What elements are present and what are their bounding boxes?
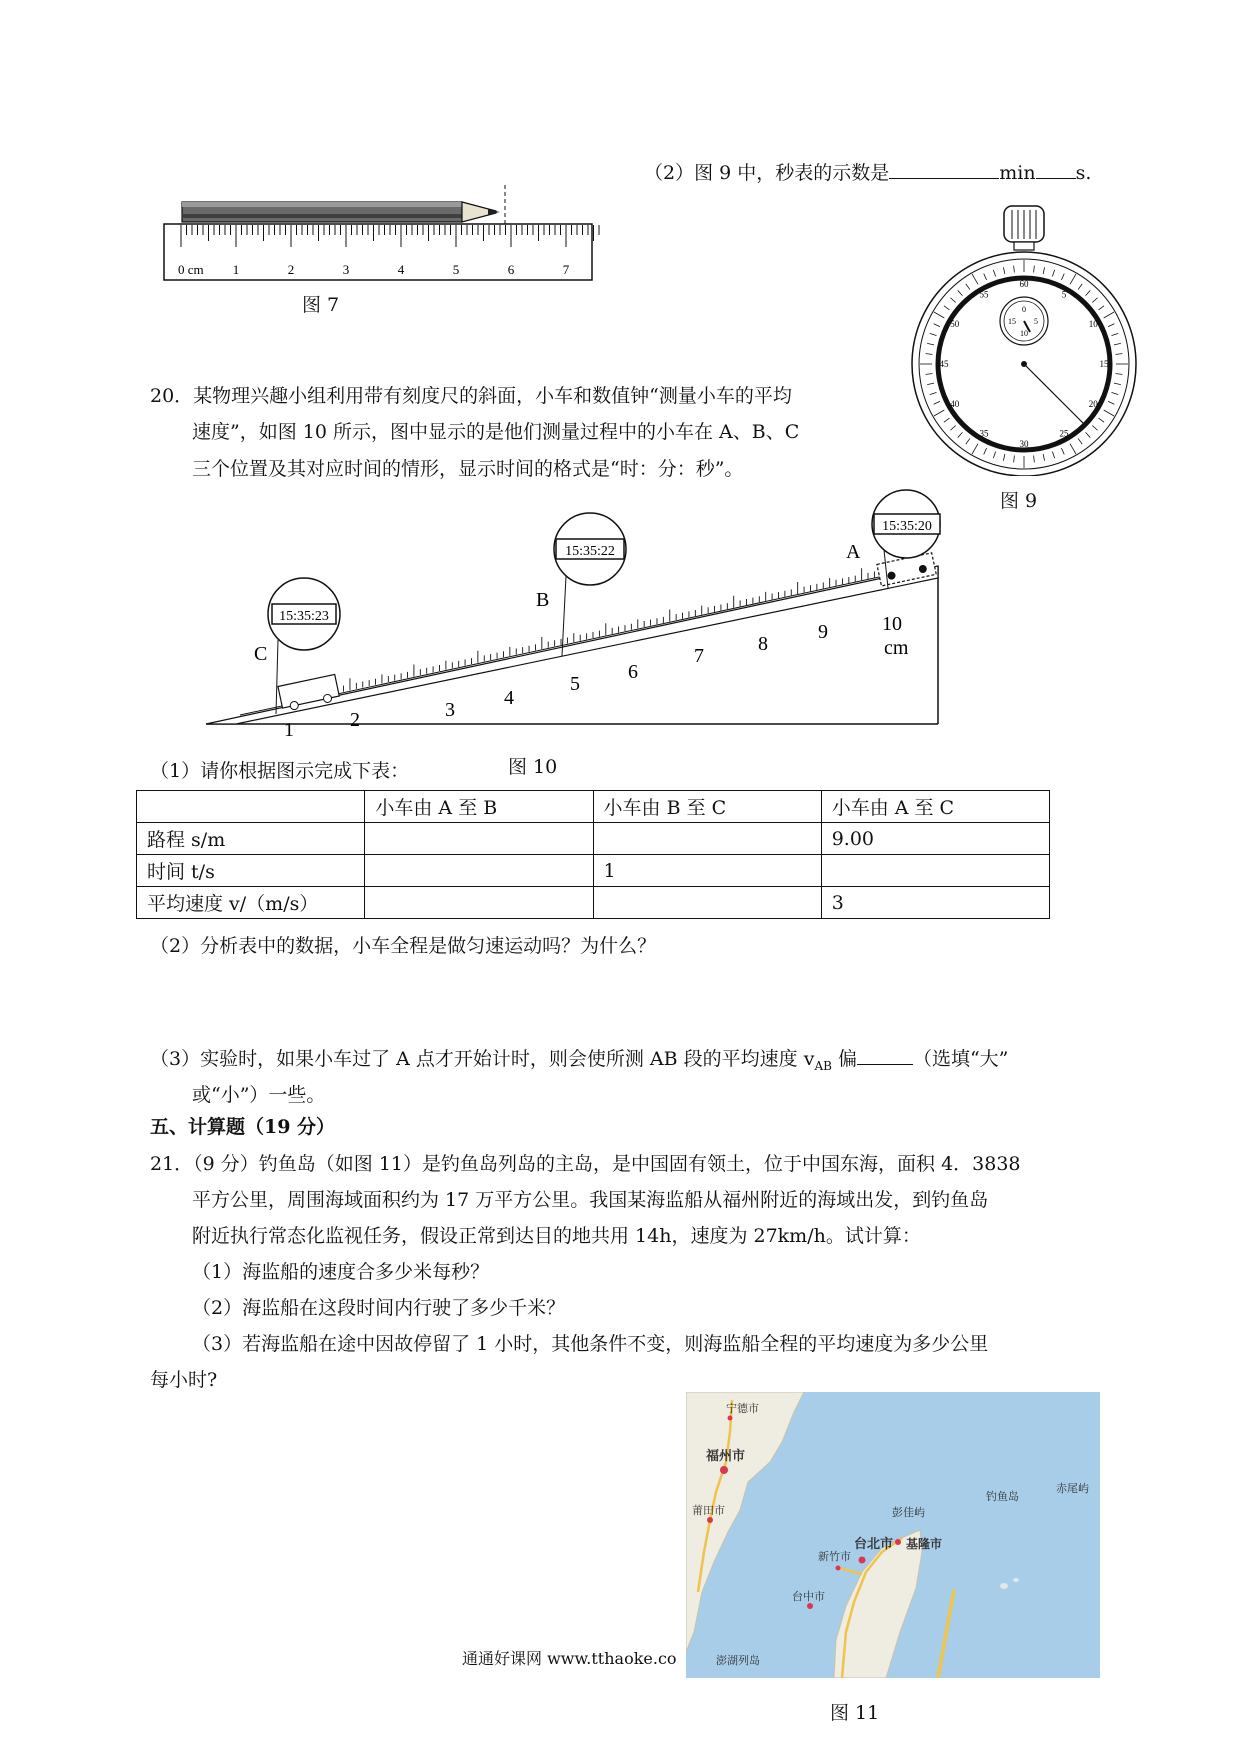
fig10-unit-cm: cm: [884, 637, 909, 659]
dial-label: 50: [950, 319, 960, 329]
q20-3-line-2: 或“小”）一些。: [192, 1084, 326, 1106]
fig10-label-5: 5: [570, 673, 580, 695]
clock-b-time: 15:35:22: [565, 544, 615, 559]
q21-sub-2: （2）海监船在这段时间内行驶了多少千米？: [192, 1297, 566, 1319]
q20-line-2: 速度”，如图 10 所示，图中显示的是他们测量过程中的小车在 A、B、C: [192, 421, 800, 443]
map-place-ningde: 宁德市: [726, 1403, 759, 1415]
section-5-heading: 五、计算题（19 分）: [150, 1116, 336, 1138]
fig11-caption: 图 11: [830, 1702, 880, 1724]
q21-sub-3-line-1: （3）若海监船在途中因故停留了 1 小时，其他条件不变，则海监船全程的平均速度为多少公里: [192, 1333, 989, 1355]
answer-blank-min[interactable]: [889, 158, 999, 179]
fig7-label-2: 2: [287, 262, 295, 277]
map-place-keelung: 基隆市: [906, 1537, 943, 1551]
table-row: [137, 887, 1050, 919]
dial-label: 35: [979, 428, 989, 439]
q21-line-2: 平方公里，周围海域面积约为 17 万平方公里。我国某海监船从福州附近的海域出发，到钓鱼岛: [192, 1189, 989, 1211]
dial-label: 10: [1088, 319, 1098, 329]
table-row: [137, 855, 1050, 887]
dial-label: 40: [950, 399, 960, 409]
answer-blank-s[interactable]: [1036, 158, 1076, 179]
fig10-label-4: 4: [504, 687, 514, 709]
clock-c-time: 15:35:23: [279, 609, 329, 624]
fig7-label-3: 3: [342, 262, 350, 277]
fig7-label-1: 1: [232, 262, 240, 277]
fig10-label-6: 6: [628, 661, 638, 683]
fig10-label-7: 7: [694, 645, 704, 667]
table-header-cell: [137, 791, 365, 823]
q21-sub-3-line-2: 每小时?: [150, 1369, 218, 1391]
inner-dial-label: 5: [1034, 317, 1038, 326]
fig10-label-1: 1: [284, 719, 294, 736]
q20-1-text: （1）请你根据图示完成下表：: [150, 760, 410, 782]
map-place-hsinchu: 新竹市: [818, 1551, 851, 1563]
table-cell[interactable]: [593, 887, 821, 919]
map-place-diaoyu: 钓鱼岛: [986, 1491, 1019, 1503]
dial-label: 55: [979, 289, 989, 300]
dial-label: 20: [1088, 399, 1098, 409]
table-header-row: [137, 791, 1050, 823]
fig7-label-4: 4: [397, 262, 405, 277]
q20-3-subscript: AB: [814, 1058, 832, 1073]
table-cell: 1: [593, 855, 821, 887]
answer-blank-bias[interactable]: [857, 1044, 913, 1065]
fig7-caption: 图 7: [302, 294, 340, 316]
inner-dial-label: 10: [1020, 329, 1028, 338]
unit-s: s.: [1075, 162, 1092, 184]
dial-label: 60: [1019, 279, 1029, 289]
table-cell[interactable]: [365, 823, 593, 855]
fig7-label-5: 5: [452, 262, 460, 277]
q21-line-3: 附近执行常态化监视任务，假设正常到达目的地共用 14h，速度为 27km/h。试计算：: [192, 1225, 921, 1247]
map-place-penghu: 澎湖列岛: [716, 1655, 760, 1667]
fig7-label-6: 6: [507, 262, 515, 277]
fig7-label-7: 7: [562, 262, 570, 277]
fig7-label-0: 0 cm: [178, 262, 204, 277]
label-a: A: [846, 541, 861, 563]
fig9-stopwatch: [908, 196, 1140, 476]
q20-3-line-1: [150, 1044, 1008, 1080]
unit-min: min: [999, 162, 1036, 184]
fig10-label-9: 9: [818, 621, 828, 643]
speed-table: [136, 790, 1050, 919]
map-place-taipei: 台北市: [854, 1536, 894, 1551]
fig10-incline: [200, 488, 960, 736]
q19-2-line: [644, 158, 1091, 185]
dial-label: 45: [939, 359, 949, 369]
clock-a-time: 15:35:20: [882, 519, 932, 534]
fig10-label-2: 2: [350, 709, 360, 731]
fig9-caption: 图 9: [1000, 490, 1038, 512]
q20-3-suffix: （选填“大”: [912, 1048, 1009, 1070]
table-cell[interactable]: [365, 887, 593, 919]
map-place-chiwei: 赤尾屿: [1056, 1483, 1089, 1495]
fig10-label-3: 3: [445, 699, 455, 721]
fig7-pencil-ruler: [150, 180, 600, 285]
table-cell[interactable]: [821, 855, 1049, 887]
q21-sub-1: （1）海监船的速度合多少米每秒？: [192, 1261, 490, 1283]
map-place-taichung: 台中市: [792, 1591, 825, 1603]
q20-2-text: （2）分析表中的数据，小车全程是做匀速运动吗？为什么？: [150, 935, 657, 957]
table-cell[interactable]: [365, 855, 593, 887]
table-row-label: 平均速度 v/（m/s）: [137, 887, 365, 919]
fig10-caption: 图 10: [508, 756, 558, 778]
dial-label: 5: [1061, 289, 1067, 300]
fig10-label-10: 10: [882, 613, 902, 635]
table-row-label: 路程 s/m: [137, 823, 365, 855]
map-place-pengjia: 彭佳屿: [892, 1507, 925, 1519]
map-place-fuzhou: 福州市: [706, 1448, 746, 1463]
table-row: [137, 823, 1050, 855]
label-b: B: [536, 589, 550, 611]
q20-line-1: 20．某物理兴趣小组利用带有刻度尺的斜面，小车和数值钟“测量小车的平均: [150, 385, 792, 407]
q20-3-prefix: （3）实验时，如果小车过了 A 点才开始计时，则会使所测 AB 段的平均速度 v: [150, 1048, 815, 1070]
q20-line-3: 三个位置及其对应时间的情形，显示时间的格式是“时：分：秒”。: [192, 458, 744, 480]
dial-label: 25: [1059, 428, 1069, 439]
table-header-cell: 小车由 A 至 C: [821, 791, 1049, 823]
table-row-label: 时间 t/s: [137, 855, 365, 887]
map-place-putian: 莆田市: [692, 1505, 725, 1517]
label-c: C: [254, 643, 268, 665]
footer-watermark: 通通好课网 www.tthaoke.co: [462, 1646, 681, 1669]
inner-dial-label: 15: [1008, 317, 1016, 326]
q21-line-1: 21．（9 分）钓鱼岛（如图 11）是钓鱼岛列岛的主岛，是中国固有领土，位于中国东海，面积 4．3838: [150, 1153, 1021, 1175]
q19-2-text: （2）图 9 中，秒表的示数是: [644, 162, 890, 184]
table-header-cell: 小车由 A 至 B: [365, 791, 593, 823]
fig10-ruler-labels: [284, 613, 909, 736]
dial-label: 30: [1019, 439, 1029, 449]
table-cell: 3: [821, 887, 1049, 919]
q20-3-mid: 偏: [831, 1048, 857, 1070]
table-header-cell: 小车由 B 至 C: [593, 791, 821, 823]
fig11-map: [686, 1392, 1100, 1678]
dial-label: 15: [1099, 359, 1109, 369]
table-cell[interactable]: [593, 823, 821, 855]
fig10-label-8: 8: [758, 633, 768, 655]
table-cell: 9.00: [821, 823, 1049, 855]
inner-dial-label: 0: [1022, 305, 1026, 314]
